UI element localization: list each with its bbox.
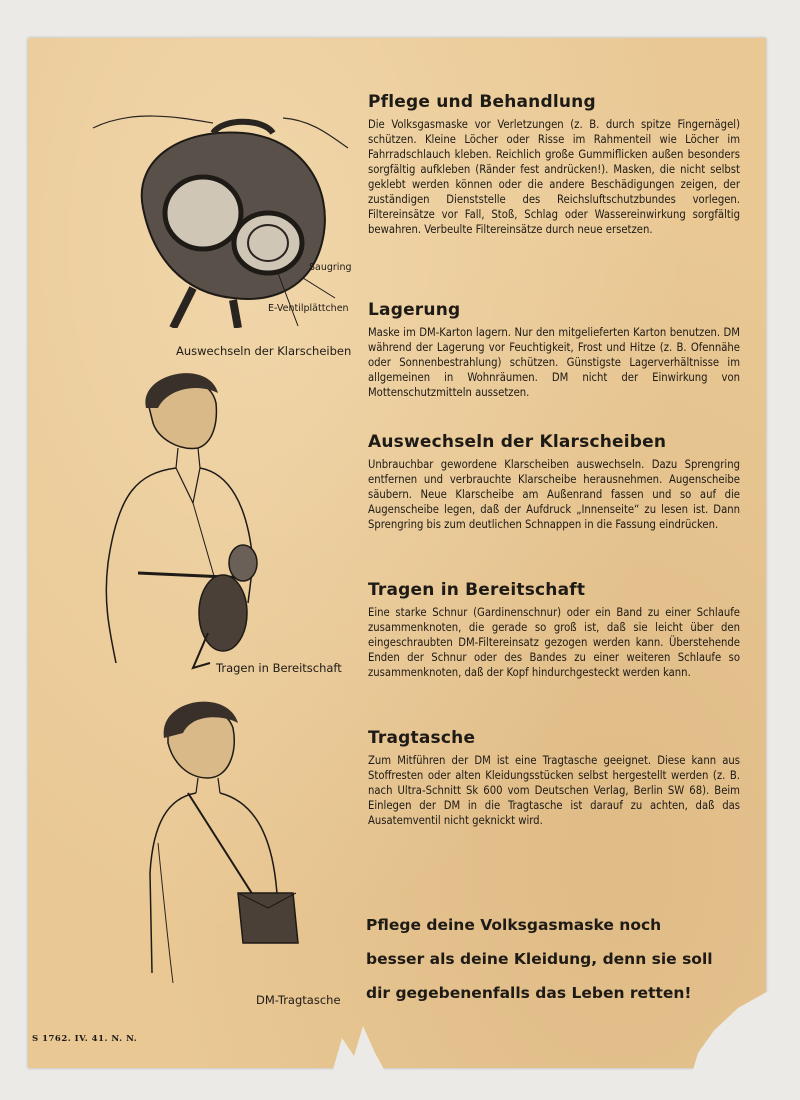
section-bereitschaft <box>368 580 740 680</box>
saugring-caption: Saugring <box>309 262 352 273</box>
section-body: Unbrauchbar gewordene Klarscheiben auswechseln. Dazu Sprengring entfernen und verbrauchte Klarscheibe herausnehmen. Augenscheibe säubern. Neue Klarscheibe am Außenrand fassen und so auf die Augenscheibe legen, daß der Aufdruck „Innenseite“ zu lesen ist. Dann Sprengring bis zum deutlichen Schnappen in die Fassung eindrücken. <box>368 458 740 531</box>
caption-tragen: Tragen in Bereitschaft <box>216 661 342 675</box>
closing-appeal <box>366 908 746 1010</box>
ventil-caption: E-Ventilplättchen <box>268 303 349 314</box>
section-body: Maske im DM-Karton lagern. Nur den mitgelieferten Karton benutzen. DM während der Lagerung vor Feuchtigkeit, Frost und Hitze (z. B. Ofennähe oder Sonnenbestrahlung) schützen. Günstigste Lagerverhältnisse im allgemeinen in Wohnräumen. DM nicht der Einwirkung von Mottenschutzmitteln aussetzen. <box>368 326 740 399</box>
gas-mask-illustration <box>73 88 363 328</box>
section-body: Die Volksgasmaske vor Verletzungen (z. B. durch spitze Fingernägel) schützen. Kleine Löcher oder Risse im Rahmenteil wie Löcher im Fahrradschlauch kleben. Reichlich große Gummiflicken außen besonders sorgfältig aufkleben (Ränder fest andrücken!). Masken, die nicht selbst geklebt werden können oder die andere Beschädigungen zeigen, der zuständigen Dienststelle des Reichsluftschutzbundes vorlegen. Filtereinsätze vor Fall, Stoß, Schlag oder Wassereinwirkung sorgfältig bewahren. Verbeulte Filtereinsätze durch neue ersetzen. <box>368 118 740 236</box>
section-lagerung <box>368 300 740 400</box>
caption-klarscheiben: Auswechseln der Klarscheiben <box>176 344 352 358</box>
section-pflege <box>368 92 740 237</box>
section-heading: Tragen in Bereitschaft <box>368 580 586 600</box>
section-heading: Auswechseln der Klarscheiben <box>368 432 667 452</box>
closing-line: dir gegebenenfalls das Leben retten! <box>366 984 692 1002</box>
section-heading: Pflege und Behandlung <box>368 92 596 112</box>
section-body: Zum Mitführen der DM ist eine Tragtasche geeignet. Diese kann aus Stoffresten oder alten Kleidungsstücken selbst hergestellt werden (z. B. nach Ultra-Schnitt Sk 600 vom Deutschen Verlag, Berlin SW 68). Beim Einlegen der DM in die Tragtasche ist darauf zu achten, daß das Ausatemventil nicht geknickt wird. <box>368 754 740 827</box>
section-heading: Tragtasche <box>368 728 476 748</box>
section-heading: Lagerung <box>368 300 461 320</box>
woman-with-bag-illustration <box>128 693 318 993</box>
woman-with-mask-illustration <box>98 363 278 683</box>
print-code: S 1762. IV. 41. N. N. <box>32 1034 138 1044</box>
section-tragtasche <box>368 728 740 828</box>
section-body: Eine starke Schnur (Gardinenschnur) oder ein Band zu einer Schlaufe zusammenknoten, die gerade so groß ist, daß sie leicht über den eingeschraubten DM-Filtereinsatz gezogen werden kann. Überstehende Enden der Schnur oder des Bandes zu einer weiteren Schlaufe so zusammenknoten, daß der Kopf hindurchgesteckt werden kann. <box>368 606 740 679</box>
closing-line: besser als deine Kleidung, denn sie soll <box>366 950 713 968</box>
closing-line: Pflege deine Volksgasmaske noch <box>366 916 662 934</box>
caption-tragtasche: DM-Tragtasche <box>256 993 341 1007</box>
leaflet-page <box>28 38 766 1068</box>
section-klarscheiben <box>368 432 740 532</box>
